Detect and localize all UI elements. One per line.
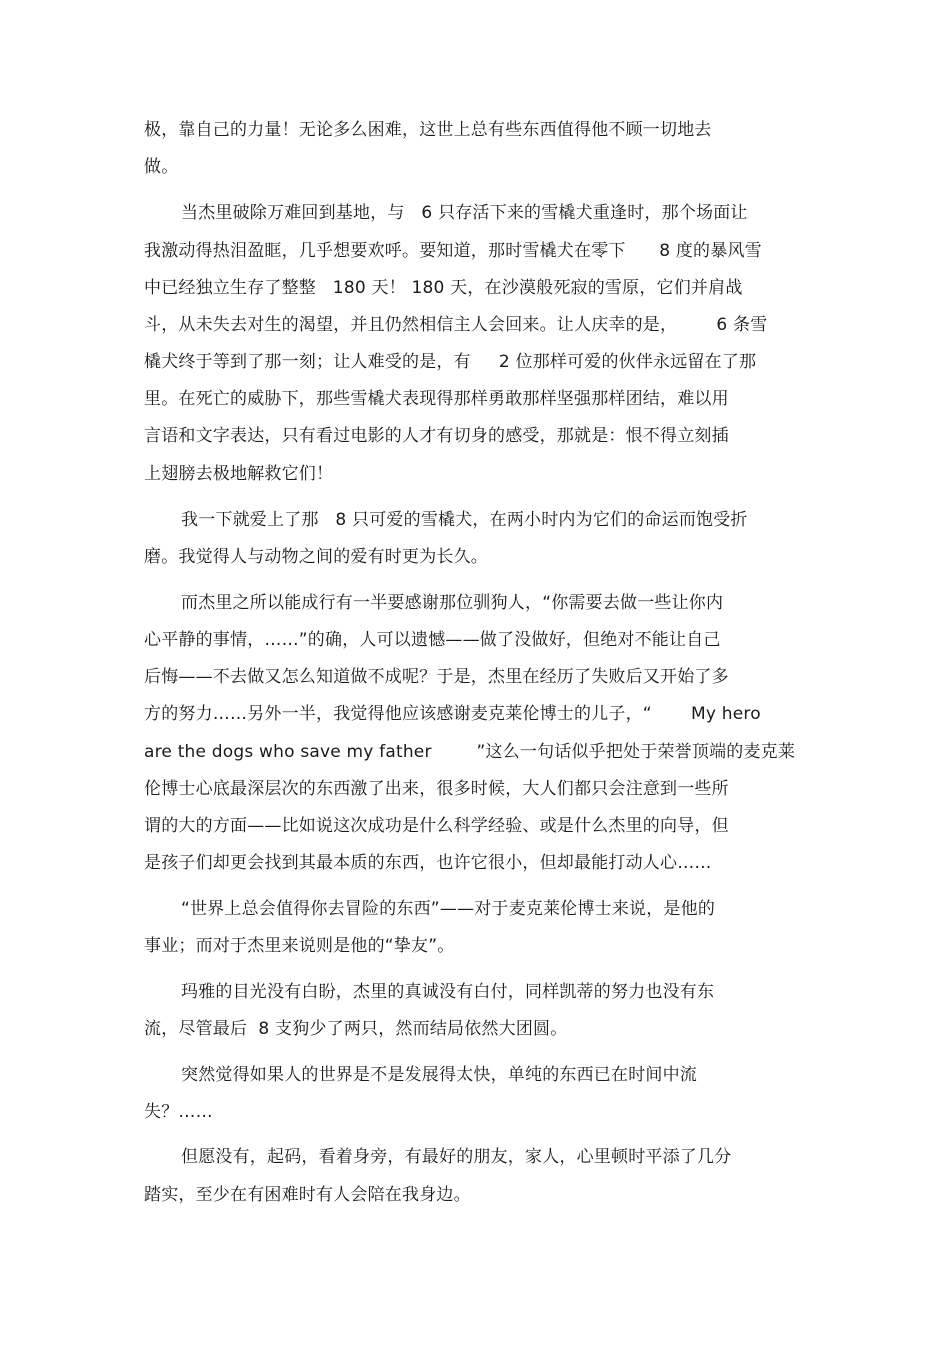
text-line: 谓的大的方面——比如说这次成功是什么科学经验、或是什么杰里的向导，但 [144,816,729,836]
text-line: 上翅膀去极地解救它们！ [144,464,334,484]
text-line: 里。在死亡的威胁下，那些雪橇犬表现得那样勇敢那样坚强那样团结，难以用 [144,389,729,409]
text-line: 突然觉得如果人的世界是不是发展得太快，单纯的东西已在时间中流 [181,1065,697,1085]
text-line: 极，靠自己的力量！无论多么困难，这世上总有些东西值得他不顾一切地去 [144,120,712,140]
text-line: 但愿没有，起码，看着身旁，有最好的朋友，家人，心里顿时平添了几分 [181,1147,732,1167]
text-line: 是孩子们却更会找到其最本质的东西，也许它很小，但却最能打动人心…… [144,853,712,873]
text-line: 言语和文字表达，只有看过电影的人才有切身的感受，那就是：恨不得立刻插 [144,426,729,446]
text-line: 失？…… [144,1102,213,1122]
text-line: 事业；而对于杰里来说则是他的“挚友”。 [144,936,455,956]
text-line: 心平静的事情，……”的确，人可以遗憾——做了没做好，但绝对不能让自己 [144,630,721,650]
text-line: 我一下就爱上了那 8 只可爱的雪橇犬，在两小时内为它们的命运而饱受折 [181,510,748,530]
text-line: 伦博士心底最深层次的东西激了出来，很多时候，大人们都只会注意到一些所 [144,779,729,799]
text-line: 橇犬终于等到了那一刻；让人难受的是，有 2 位那样可爱的伙伴永远留在了那 [144,352,757,372]
text-line: 踏实，至少在有困难时有人会陪在我身边。 [144,1185,471,1205]
text-line: 而杰里之所以能成行有一半要感谢那位驯狗人，“你需要去做一些让你内 [181,593,724,613]
text-line: 中已经独立生存了整整 180 天！ 180 天，在沙漠般死寂的雪原，它们并肩战 [144,278,743,298]
text-line: 做。 [144,157,179,177]
text-line: 磨。我觉得人与动物之间的爱有时更为长久。 [144,547,488,567]
text-line: 流，尽管最后 8 支狗少了两只，然而结局依然大团圆。 [144,1019,568,1039]
text-line: 当杰里破除万难回到基地，与 6 只存活下来的雪橇犬重逢时，那个场面让 [181,203,748,223]
text-line: 方的努力……另外一半，我觉得他应该感谢麦克莱伦博士的儿子，“ My hero [144,704,761,724]
text-line: “世界上总会值得你去冒险的东西”——对于麦克莱伦博士来说，是他的 [181,899,716,919]
text-line: 玛雅的目光没有白盼，杰里的真诚没有白付，同样凯蒂的努力也没有东 [181,982,715,1002]
text-line: 斗，从未失去对生的渴望，并且仍然相信主人会回来。让人庆幸的是， 6 条雪 [144,315,768,335]
text-line: 我激动得热泪盈眶，几乎想要欢呼。要知道，那时雪橇犬在零下 8 度的暴风雪 [144,241,762,261]
text-line: 后悔——不去做又怎么知道做不成呢？于是，杰里在经历了失败后又开始了多 [144,667,729,687]
text-line: are the dogs who save my father ”这么一句话似乎把处于荣誉顶端的麦克莱 [144,742,796,762]
